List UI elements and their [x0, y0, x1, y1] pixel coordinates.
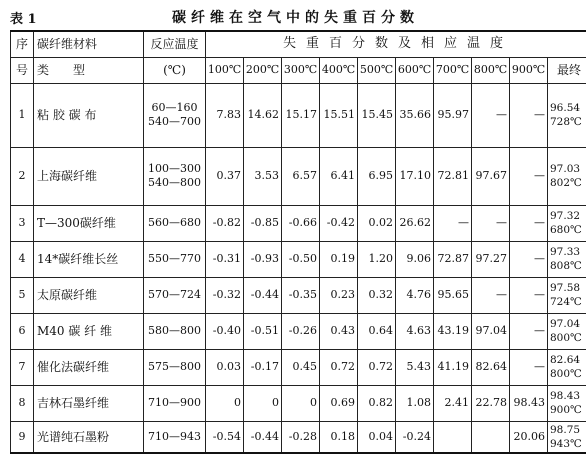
weight-loss-value: 6.57: [282, 147, 320, 205]
weight-loss-value: 0: [282, 385, 320, 421]
header-temp-400: 400℃: [320, 57, 358, 83]
weight-loss-value: -0.93: [244, 241, 282, 277]
material-name: 14*碳纤维长丝: [34, 241, 144, 277]
table-row: [11, 349, 586, 385]
weight-loss-value: 20.06: [510, 421, 548, 453]
weight-loss-value: 43.19: [434, 313, 472, 349]
weight-loss-table: [10, 30, 586, 454]
weight-loss-value: -0.35: [282, 277, 320, 313]
weight-loss-value: —: [510, 83, 548, 147]
weight-loss-value: 4.76: [396, 277, 434, 313]
material-name: 吉林石墨纤维: [34, 385, 144, 421]
weight-loss-value: —: [510, 241, 548, 277]
row-number: 9: [11, 421, 34, 453]
table-row: [11, 277, 586, 313]
header-reaction-temp-bottom: (℃): [144, 57, 206, 83]
weight-loss-value: —: [472, 83, 510, 147]
weight-loss-value: 35.66: [396, 83, 434, 147]
row-number: 7: [11, 349, 34, 385]
weight-loss-value: —: [434, 205, 472, 241]
weight-loss-value: 0.72: [320, 349, 358, 385]
reaction-temp-range: [144, 147, 206, 205]
reaction-temp-range: [144, 205, 206, 241]
final-temp: 724℃: [550, 295, 586, 309]
weight-loss-value: 14.62: [244, 83, 282, 147]
final-temp: 800℃: [550, 367, 586, 381]
header-temp-900: 900℃: [510, 57, 548, 83]
row-number: 5: [11, 277, 34, 313]
weight-loss-value: 0.43: [320, 313, 358, 349]
reaction-temp-value: 580—800: [144, 324, 205, 338]
final-weight-loss: [548, 241, 586, 277]
weight-loss-value: -0.44: [244, 277, 282, 313]
header-temp-600: 600℃: [396, 57, 434, 83]
weight-loss-value: 97.04: [472, 313, 510, 349]
weight-loss-value: 6.41: [320, 147, 358, 205]
weight-loss-value: 0: [206, 385, 244, 421]
weight-loss-value: 0.04: [358, 421, 396, 453]
weight-loss-value: 72.81: [434, 147, 472, 205]
weight-loss-value: -0.26: [282, 313, 320, 349]
weight-loss-value: 0.72: [358, 349, 396, 385]
reaction-temp-value: 540—800: [144, 176, 205, 190]
reaction-temp-value: 570—724: [144, 288, 205, 302]
weight-loss-value: 15.45: [358, 83, 396, 147]
header-temp-800: 800℃: [472, 57, 510, 83]
weight-loss-value: [434, 421, 472, 453]
weight-loss-value: —: [472, 205, 510, 241]
weight-loss-value: -0.82: [206, 205, 244, 241]
weight-loss-value: 26.62: [396, 205, 434, 241]
weight-loss-value: 72.87: [434, 241, 472, 277]
material-name: 上海碳纤维: [34, 147, 144, 205]
material-name: 太原碳纤维: [34, 277, 144, 313]
table-row: [11, 205, 586, 241]
header-temp-200: 200℃: [244, 57, 282, 83]
final-weight-loss: [548, 313, 586, 349]
header-row-2: [11, 57, 586, 83]
final-value: 97.32: [550, 209, 586, 223]
weight-loss-value: 95.65: [434, 277, 472, 313]
weight-loss-value: -0.24: [396, 421, 434, 453]
header-row-1: [11, 31, 586, 57]
final-value: 97.04: [550, 317, 586, 331]
table-title: 碳纤维在空气中的失重百分数: [172, 7, 419, 27]
final-value: 98.43: [550, 389, 586, 403]
weight-loss-value: 1.20: [358, 241, 396, 277]
weight-loss-value: 82.64: [472, 349, 510, 385]
table-row: [11, 147, 586, 205]
material-name: 光谱纯石墨粉: [34, 421, 144, 453]
weight-loss-value: —: [510, 277, 548, 313]
weight-loss-value: 15.17: [282, 83, 320, 147]
weight-loss-value: 0.69: [320, 385, 358, 421]
final-value: 97.58: [550, 281, 586, 295]
row-number: 4: [11, 241, 34, 277]
reaction-temp-value: 540—700: [144, 115, 205, 129]
table-caption: [10, 6, 580, 28]
final-value: 97.03: [550, 162, 586, 176]
weight-loss-value: 0.64: [358, 313, 396, 349]
final-weight-loss: [548, 349, 586, 385]
header-temp-100: 100℃: [206, 57, 244, 83]
table-row: [11, 313, 586, 349]
weight-loss-value: 1.08: [396, 385, 434, 421]
header-seq-top: 序: [11, 31, 34, 57]
weight-loss-value: 4.63: [396, 313, 434, 349]
reaction-temp-range: [144, 277, 206, 313]
weight-loss-value: 97.67: [472, 147, 510, 205]
reaction-temp-range: [144, 349, 206, 385]
final-value: 96.54: [550, 101, 586, 115]
weight-loss-value: 0.82: [358, 385, 396, 421]
weight-loss-value: 0.37: [206, 147, 244, 205]
final-temp: 802℃: [550, 176, 586, 190]
weight-loss-value: 0.23: [320, 277, 358, 313]
final-temp: 943℃: [550, 437, 586, 451]
table-row: [11, 385, 586, 421]
weight-loss-value: —: [472, 277, 510, 313]
final-weight-loss: [548, 421, 586, 453]
final-temp: 680℃: [550, 223, 586, 237]
table-body: [11, 83, 586, 453]
weight-loss-value: 0.02: [358, 205, 396, 241]
header-final: 最终: [548, 57, 586, 83]
row-number: 3: [11, 205, 34, 241]
weight-loss-value: 2.41: [434, 385, 472, 421]
material-name: 催化法碳纤维: [34, 349, 144, 385]
header-material-top: 碳纤维材料: [34, 31, 144, 57]
weight-loss-value: 0.45: [282, 349, 320, 385]
weight-loss-value: 97.27: [472, 241, 510, 277]
weight-loss-value: -0.50: [282, 241, 320, 277]
weight-loss-value: 0.32: [358, 277, 396, 313]
table-label: 表 1: [10, 8, 37, 27]
final-weight-loss: [548, 205, 586, 241]
table-row: [11, 241, 586, 277]
weight-loss-value: -0.44: [244, 421, 282, 453]
reaction-temp-value: 560—680: [144, 216, 205, 230]
weight-loss-value: -0.28: [282, 421, 320, 453]
reaction-temp-value: 60—160: [144, 101, 205, 115]
header-temp-300: 300℃: [282, 57, 320, 83]
weight-loss-value: [472, 421, 510, 453]
weight-loss-value: 6.95: [358, 147, 396, 205]
reaction-temp-value: 710—943: [144, 430, 205, 444]
weight-loss-value: 3.53: [244, 147, 282, 205]
final-temp: 728℃: [550, 115, 586, 129]
row-number: 1: [11, 83, 34, 147]
row-number: 2: [11, 147, 34, 205]
final-weight-loss: [548, 83, 586, 147]
final-weight-loss: [548, 147, 586, 205]
weight-loss-value: 0: [244, 385, 282, 421]
reaction-temp-range: [144, 421, 206, 453]
weight-loss-value: 5.43: [396, 349, 434, 385]
reaction-temp-range: [144, 83, 206, 147]
weight-loss-value: 95.97: [434, 83, 472, 147]
weight-loss-value: -0.42: [320, 205, 358, 241]
final-value: 97.33: [550, 245, 586, 259]
row-number: 6: [11, 313, 34, 349]
reaction-temp-range: [144, 313, 206, 349]
weight-loss-value: —: [510, 349, 548, 385]
weight-loss-value: -0.17: [244, 349, 282, 385]
weight-loss-value: 0.18: [320, 421, 358, 453]
final-value: 98.75: [550, 423, 586, 437]
weight-loss-value: 7.83: [206, 83, 244, 147]
weight-loss-value: 22.78: [472, 385, 510, 421]
reaction-temp-value: 100—300: [144, 162, 205, 176]
weight-loss-value: -0.32: [206, 277, 244, 313]
material-name: 粘 胶 碳 布: [34, 83, 144, 147]
reaction-temp-range: [144, 385, 206, 421]
header-temp-500: 500℃: [358, 57, 396, 83]
table-row: [11, 83, 586, 147]
header-seq-bottom: 号: [11, 57, 34, 83]
weight-loss-value: -0.51: [244, 313, 282, 349]
weight-loss-value: -0.66: [282, 205, 320, 241]
weight-loss-value: 98.43: [510, 385, 548, 421]
table-row: [11, 421, 586, 453]
reaction-temp-value: 550—770: [144, 252, 205, 266]
material-name: M40 碳 纤 维: [34, 313, 144, 349]
weight-loss-value: 9.06: [396, 241, 434, 277]
reaction-temp-value: 710—900: [144, 396, 205, 410]
weight-loss-value: 0.19: [320, 241, 358, 277]
header-weight-loss-group: 失重百分数及相应温度: [206, 31, 586, 57]
final-temp: 800℃: [550, 331, 586, 345]
header-material-bottom: 类 型: [34, 57, 144, 83]
final-temp: 808℃: [550, 259, 586, 273]
weight-loss-value: 15.51: [320, 83, 358, 147]
final-value: 82.64: [550, 353, 586, 367]
weight-loss-value: —: [510, 205, 548, 241]
weight-loss-value: -0.85: [244, 205, 282, 241]
weight-loss-value: —: [510, 313, 548, 349]
weight-loss-value: —: [510, 147, 548, 205]
final-temp: 900℃: [550, 403, 586, 417]
header-temp-700: 700℃: [434, 57, 472, 83]
final-weight-loss: [548, 385, 586, 421]
final-weight-loss: [548, 277, 586, 313]
weight-loss-value: 41.19: [434, 349, 472, 385]
header-reaction-temp-top: 反应温度: [144, 31, 206, 57]
weight-loss-value: -0.40: [206, 313, 244, 349]
reaction-temp-value: 575—800: [144, 360, 205, 374]
row-number: 8: [11, 385, 34, 421]
weight-loss-value: 17.10: [396, 147, 434, 205]
reaction-temp-range: [144, 241, 206, 277]
weight-loss-value: -0.31: [206, 241, 244, 277]
weight-loss-value: 0.03: [206, 349, 244, 385]
material-name: T—300碳纤维: [34, 205, 144, 241]
weight-loss-value: -0.54: [206, 421, 244, 453]
